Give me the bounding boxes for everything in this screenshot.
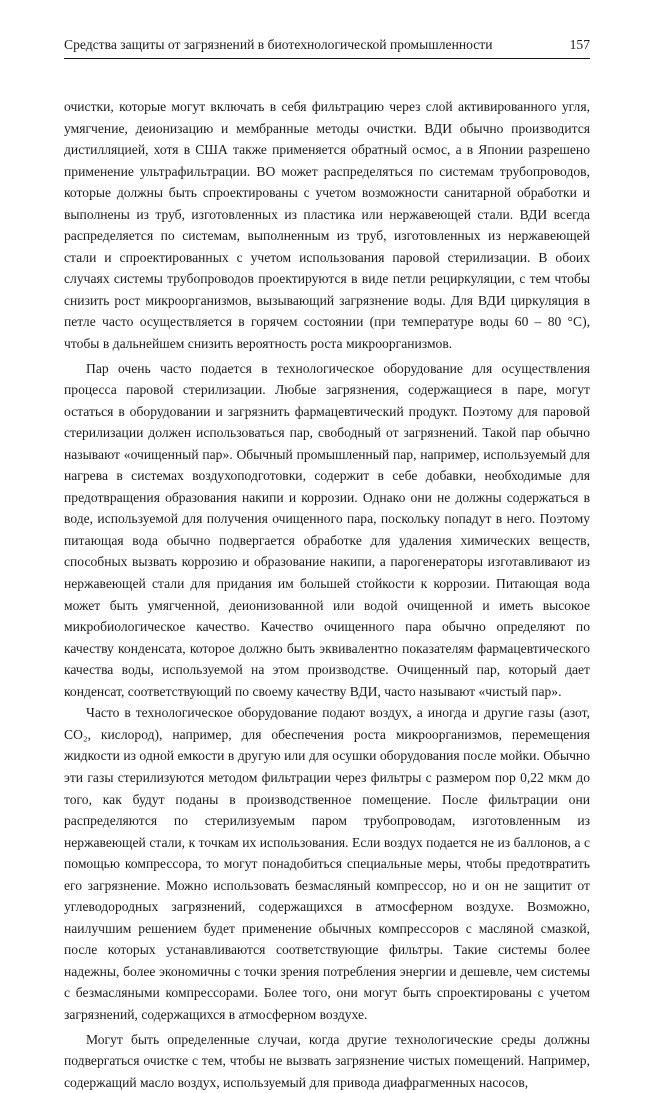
header-rule	[64, 58, 590, 59]
paragraph-water-treatment: очистки, которые могут включать в себя фильтрацию через слой активированного угля, умягчение, деионизацию и мембранные методы очистки. ВДИ обычно производится дистилляцией, хотя в США также применяется обратный осмос, а в Японии разрешено применение ультрафильтрации. ВО может распределяться по системам трубопроводов, которые должны быть спроектированы с учетом возможности санитарной обработки и выполнены из труб, изготовленных из пластика или нержавеющей стали. ВДИ всегда распределяется по системам, выполненным из труб, изготовленных из нержавеющей стали и спроектированных с учетом использования паровой стерилизации. В обоих случаях системы трубопроводов проектируются в виде петли рециркуляции, с тем чтобы снизить рост микроорганизмов, вызывающий загрязнение воды. Для ВДИ циркуляция в петле часто осуществляется в горячем состоянии (при температуре воды 60 – 80 °С), чтобы в дальнейшем снизить вероятность роста микроорганизмов.	[64, 99, 590, 352]
body-text	[64, 96, 590, 1093]
running-header	[64, 37, 590, 53]
running-title: Средства защиты от загрязнений в биотехнологической промышленности	[64, 37, 493, 52]
paragraph-process-gases: Часто в технологическое оборудование подают воздух, а иногда и другие газы (азот, CO₂, кислород), например, для обеспечения роста микроорганизмов, перемещения жидкости из одной емкости в другую или для осушки оборудования после мойки. Обычно эти газы стерилизуются методом фильтрации через фильтры с размером пор 0,22 мкм до того, как будут поданы в производственное помещение. После фильтрации они распределяются по стерилизуемым паром трубопроводам, изготовленным из нержавеющей стали, к точкам их использования. Если воздух подается не из баллонов, а с помощью компрессора, то могут понадобиться специальные меры, чтобы предотвратить его загрязнение. Можно использовать безмасляный компрессор, но и он не защитит от углеводородных загрязнений, содержащихся в атмосферном воздухе. Возможно, наилучшим решением будет применение обычных компрессоров с масляной смазкой, после которых устанавливаются соответствующие фильтры. Такие системы более надежны, более экономичны с точки зрения потребления энергии и дешевле, чем системы с безмасляными компрессорами. Более того, они могут быть спроектированы с учетом загрязнений, содержащихся в атмосферном воздухе.	[64, 705, 590, 1022]
paragraph-clean-steam: Пар очень часто подается в технологическое оборудование для осуществления процесса паровой стерилизации. Любые загрязнения, содержащиеся в паре, могут остаться в оборудовании и загрязнить фармацевтический продукт. Поэтому для паровой стерилизации должен использоваться пар, свободный от загрязнений. Такой пар обычно называют «очищенный пар». Обычный промышленный пар, например, используемый для нагрева в системах воздухоподготовки, содержит в себе добавки, необходимые для предотвращения образования накипи и коррозии. Однако они не должны содержаться в воде, используемой для получения очищенного пара, поскольку попадут в него. Поэтому питающая вода обычно подвергается обработке для удаления химических веществ, способных вызвать коррозию и образование накипи, а парогенераторы изготавливают из нержавеющей стали для придания им большей стойкости к коррозии. Питающая вода может быть умягченной, деионизованной или водой очищенной и иметь высокое микробиологическое качество. Качество очищенного пара обычно определяют по качеству конденсата, которое должно быть эквивалентно показателям фармацевтического качества воды, используемой на этом производстве. Очищенный пар, который дает конденсат, соответствующий по своему качеству ВДИ, часто называют «чистый пар».	[64, 360, 590, 699]
paragraph-other-media: Могут быть определенные случаи, когда другие технологические среды должны подвергаться очистке с тем, чтобы не вызвать загрязнение чистых помещений. Например, содержащий масло воздух, используемый для привода диафрагменных насосов,	[64, 1031, 590, 1090]
page-number: 157	[569, 37, 590, 52]
